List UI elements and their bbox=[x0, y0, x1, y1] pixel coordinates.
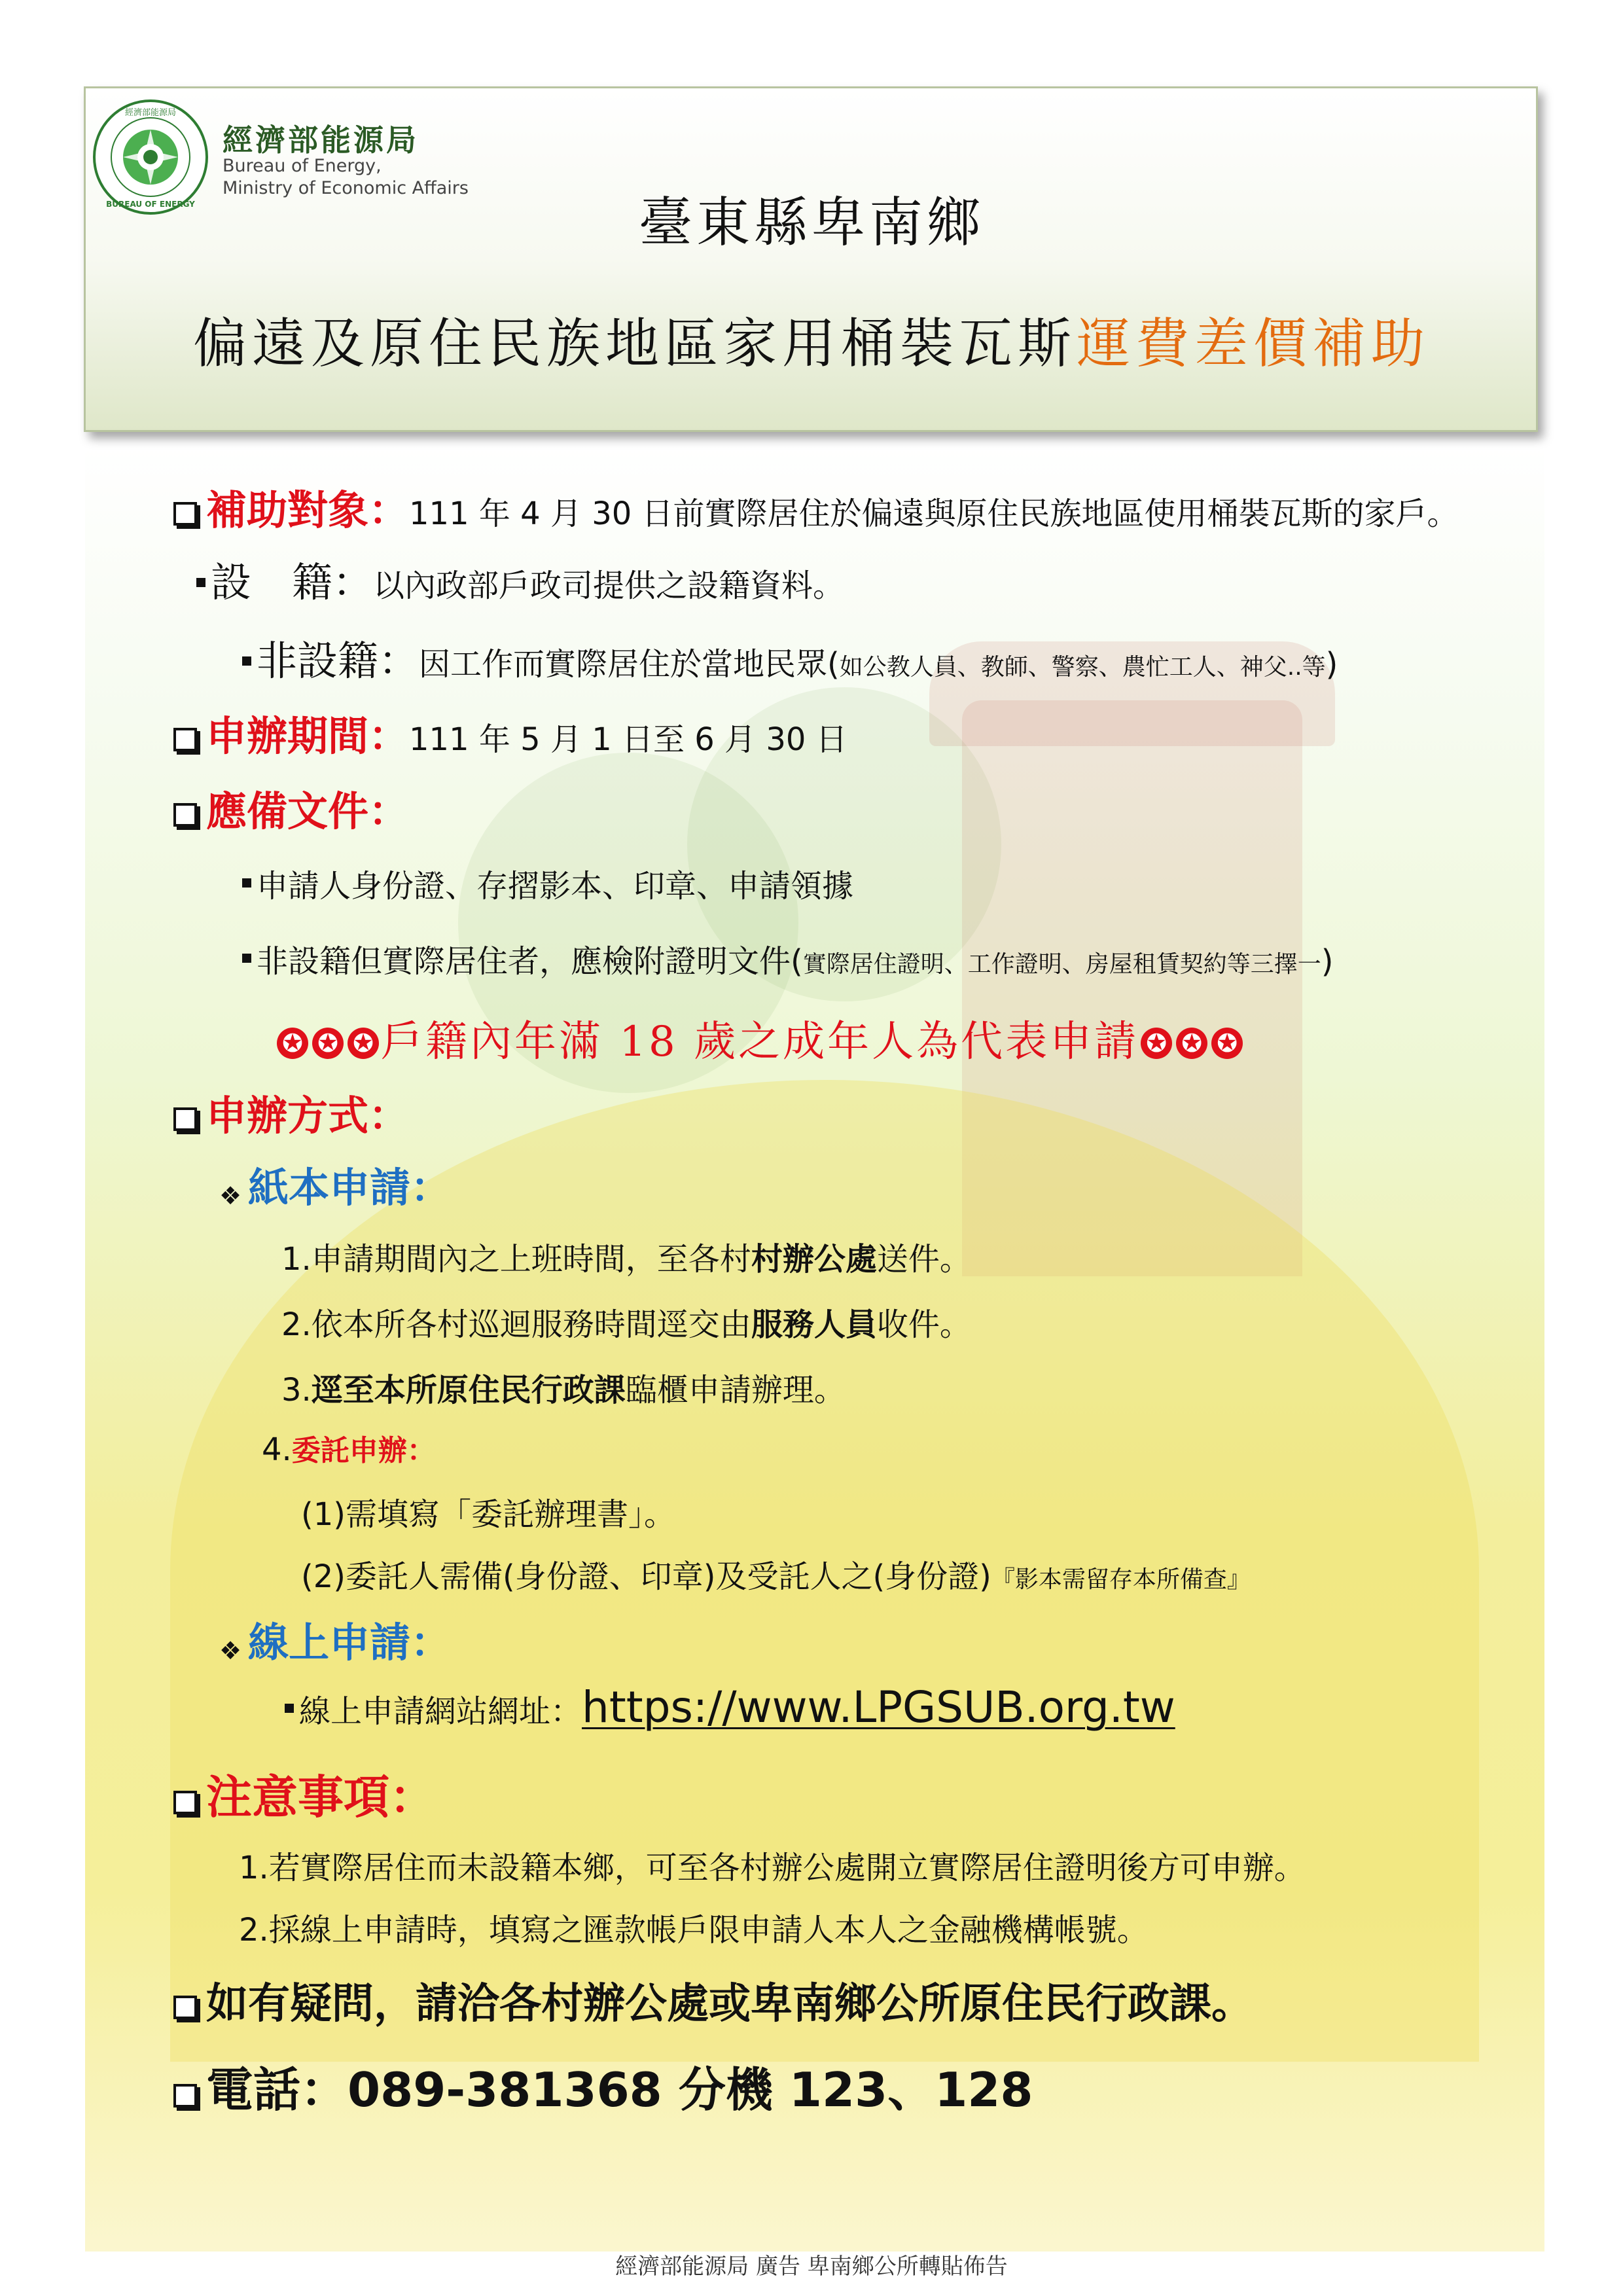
note-2: 2.採線上申請時，填寫之匯款帳戶限申請人本人之金融機構帳號。 bbox=[239, 1912, 1149, 1948]
online-url-link[interactable]: https://www.LPGSUB.org.tw bbox=[582, 1682, 1175, 1732]
registered-label: 設 籍： bbox=[211, 558, 374, 606]
diamond-bullet-icon: ❖ bbox=[219, 1636, 242, 1665]
method-label: 申辦方式： bbox=[206, 1092, 410, 1139]
checkbox-icon bbox=[173, 728, 197, 751]
proxy-item-2 bbox=[301, 1551, 1251, 1596]
star-icon: ✪ bbox=[1141, 1028, 1172, 1059]
paper-step-2-b: 服務人員 bbox=[751, 1306, 877, 1343]
documents-item-1-text: 申請人身份證、存摺影本、印章、申請領據 bbox=[257, 868, 854, 905]
target-text: 111 年 4 月 30 日前實際居住於偏遠與原住民族地區使用桶裝瓦斯的家戶。 bbox=[409, 495, 1459, 532]
contact-phone-text: 電話：089-381368 分機 123、128 bbox=[206, 2062, 1033, 2117]
documents-item-2-examples: 實際居住證明、工作證明、房屋租賃契約等三擇一 bbox=[802, 951, 1321, 978]
target-section bbox=[173, 478, 1459, 536]
checkbox-icon bbox=[173, 1996, 197, 2019]
paper-step-2-c: 收件。 bbox=[876, 1306, 971, 1343]
paper-step-4-label: 委託申辦： bbox=[291, 1434, 436, 1467]
paper-step-1-b: 村辦公處 bbox=[751, 1241, 877, 1278]
bullet-icon bbox=[242, 954, 251, 963]
paper-step-4 bbox=[262, 1427, 436, 1469]
paper-step-2-a: 2.依本所各村巡迴服務時間逕交由 bbox=[281, 1306, 751, 1343]
checkbox-icon bbox=[173, 1791, 197, 1814]
method-section bbox=[173, 1083, 409, 1141]
checkbox-icon bbox=[173, 502, 197, 526]
proxy-item-1: (1)需填寫「委託辦理書」。 bbox=[301, 1496, 675, 1533]
star-icon: ✪ bbox=[1211, 1028, 1243, 1059]
star-icon: ✪ bbox=[277, 1028, 308, 1059]
checkbox-icon bbox=[173, 803, 197, 827]
paper-step-3 bbox=[281, 1365, 846, 1410]
paper-step-1-a: 1.申請期間內之上班時間，至各村 bbox=[281, 1241, 751, 1278]
paper-step-3-a: 3. bbox=[281, 1372, 312, 1408]
contact-question-text: 如有疑問，請洽各村辦公處或卑南鄉公所原住民行政課。 bbox=[206, 1980, 1253, 2028]
bullet-icon bbox=[285, 1704, 294, 1713]
unregistered-close: ) bbox=[1325, 646, 1338, 683]
org-name-en-2: Ministry of Economic Affairs bbox=[223, 178, 469, 198]
online-url-label: 線上申請網站網址： bbox=[299, 1693, 582, 1730]
title-main: 偏遠及原住民族地區家用桶裝瓦斯 bbox=[192, 313, 1077, 375]
representative-notice-text: 戶籍內年滿 18 歲之成年人為代表申請 bbox=[381, 1018, 1139, 1066]
seal-bottom-text: BUREAU OF ENERGY bbox=[106, 200, 195, 209]
documents-item-2-text: 非設籍但實際居住者，應檢附證明文件( bbox=[257, 943, 803, 980]
online-application bbox=[219, 1610, 451, 1668]
unregistered-examples: 如公教人員、教師、警察、農忙工人、神父..等 bbox=[839, 654, 1326, 681]
unregistered-text: 因工作而實際居住於當地民眾( bbox=[419, 646, 840, 683]
bullet-icon bbox=[242, 656, 251, 666]
notes-label: 注意事項： bbox=[206, 1770, 435, 1824]
paper-step-1-c: 送件。 bbox=[876, 1241, 971, 1278]
paper-step-3-b: 逕至本所原住民行政課 bbox=[311, 1372, 626, 1408]
page-title-program bbox=[0, 301, 1623, 378]
online-url-line bbox=[285, 1682, 1175, 1732]
star-icon: ✪ bbox=[348, 1028, 379, 1059]
title-highlight: 運費差價補助 bbox=[1077, 313, 1431, 375]
paper-application-label: 紙本申請： bbox=[248, 1164, 452, 1211]
notes-section bbox=[173, 1761, 435, 1827]
registered-text: 以內政部戶政司提供之設籍資料。 bbox=[373, 567, 845, 604]
documents-section bbox=[173, 779, 409, 837]
target-sub-unregistered bbox=[242, 628, 1338, 687]
proxy-item-2-text: (2)委託人需備(身份證、印章)及受託人之(身份證) bbox=[301, 1558, 991, 1595]
documents-item-2-close: ) bbox=[1321, 943, 1334, 980]
online-application-label: 線上申請： bbox=[248, 1619, 452, 1666]
paper-step-3-c: 臨櫃申請辦理。 bbox=[625, 1372, 846, 1408]
checkbox-icon bbox=[173, 1107, 197, 1131]
star-icon: ✪ bbox=[1176, 1028, 1207, 1059]
org-name-en-1: Bureau of Energy, bbox=[223, 156, 382, 176]
period-label: 申辦期間： bbox=[206, 712, 410, 760]
org-name-cn: 經濟部能源局 bbox=[223, 122, 419, 158]
target-sub-registered bbox=[196, 550, 844, 608]
paper-step-4-a: 4. bbox=[262, 1431, 292, 1468]
checkbox-icon bbox=[173, 2084, 197, 2108]
note-1: 1.若實際居住而未設籍本鄉，可至各村辦公處開立實際居住證明後方可申辦。 bbox=[239, 1850, 1306, 1886]
representative-notice bbox=[275, 1008, 1245, 1068]
footer-note: 經濟部能源局 廣告 卑南鄉公所轉貼佈告 bbox=[615, 2253, 1008, 2280]
paper-application bbox=[219, 1155, 451, 1213]
diamond-bullet-icon: ❖ bbox=[219, 1181, 242, 1210]
bullet-icon bbox=[242, 878, 251, 888]
star-icon: ✪ bbox=[312, 1028, 344, 1059]
contact-phone bbox=[173, 2052, 1033, 2120]
documents-item-1 bbox=[242, 861, 853, 906]
documents-item-2 bbox=[242, 936, 1333, 981]
page-title-township: 臺東縣卑南鄉 bbox=[638, 192, 984, 254]
unregistered-label: 非設籍： bbox=[257, 637, 419, 685]
paper-step-1 bbox=[281, 1234, 971, 1279]
period-section bbox=[173, 704, 847, 762]
documents-label: 應備文件： bbox=[206, 787, 410, 835]
seal-top-text: 經濟部能源局 bbox=[124, 108, 177, 118]
paper-step-2 bbox=[281, 1299, 971, 1344]
period-text: 111 年 5 月 1 日至 6 月 30 日 bbox=[409, 721, 847, 758]
contact-question bbox=[173, 1970, 1253, 2030]
target-label: 補助對象： bbox=[206, 486, 410, 534]
bullet-icon bbox=[196, 578, 205, 587]
proxy-item-2-note: 『影本需留存本所備查』 bbox=[991, 1566, 1251, 1593]
